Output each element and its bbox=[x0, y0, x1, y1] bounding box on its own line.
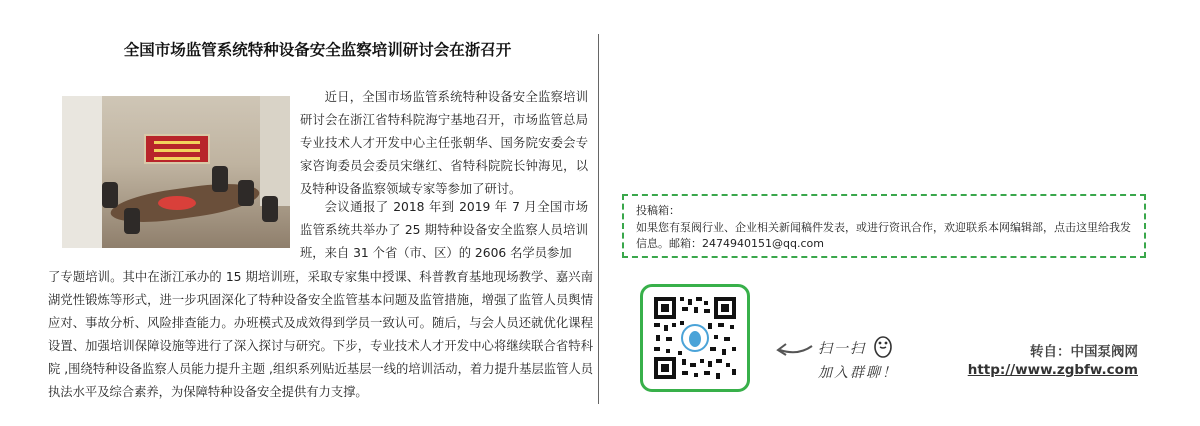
penguin-icon bbox=[872, 334, 894, 358]
repost-source: 转自：中国泵阀网 bbox=[1030, 344, 1138, 360]
qr-code bbox=[640, 284, 750, 392]
vertical-divider bbox=[598, 34, 599, 404]
source-url-link[interactable]: http://www.zgbfw.com bbox=[967, 362, 1138, 378]
qr-code-icon bbox=[652, 295, 738, 381]
article-paragraph-1: 近日，全国市场监管系统特种设备安全监察培训研讨会在浙江省特科院海宁基地召开，市场监管总局专业技术人才开发中心主任张朝华、国务院安委会专家咨询委员会委员宋继红、省特科院院长钟海见，以及特种设备监察领域专家等参加了研讨。 bbox=[300, 90, 588, 196]
join-group-prompt: 加入群聊！ bbox=[818, 365, 898, 381]
arrow-left-icon bbox=[772, 336, 814, 362]
article bbox=[40, 0, 595, 426]
article-paragraph-2: 会议通报了 2018 年到 2019 年 7 月全国市场监管系统共举办了 25 期特种设备安全监察人员培训班，来自 31 个省（市、区）的 2606 名学员参加 bbox=[300, 200, 588, 260]
meeting-photo bbox=[62, 96, 290, 248]
contribution-heading: 投稿箱： bbox=[636, 204, 680, 217]
contribution-box[interactable] bbox=[622, 194, 1146, 258]
scan-prompt: 扫一扫 bbox=[818, 341, 866, 357]
contribution-text[interactable]: 如果您有泵阀行业、企业相关新闻稿件发表，或进行资讯合作，欢迎联系本网编辑部，点击这里给我发信息。邮箱：2474940151@qq.com bbox=[636, 220, 1131, 250]
article-paragraph-3: 了专题培训。其中在浙江承办的 15 期培训班，采取专家集中授课、科普教育基地现场教学、嘉兴南湖党性锻炼等形式，进一步巩固深化了特种设备安全监管基本问题及监管措施，增强了监管人员舆情应对、事故分析、风险排查能力。办班模式及成效得到学员一致认可。随后，与会人员还就优化课程设置、加强培训保障设施等进行了深入探讨与研究。下步，专业技术人才开发中心将继续联合省特科院 ,围绕特种设备监察人员能力提升主题 ,组织系列贴近基层一线的培训活动，着力提升基层监管人员执法水平及综合素养，为保障特种设备安全提供有力支撑。 bbox=[48, 270, 593, 399]
article-title: 全国市场监管系统特种设备安全监察培训研讨会在浙召开 bbox=[123, 41, 512, 59]
